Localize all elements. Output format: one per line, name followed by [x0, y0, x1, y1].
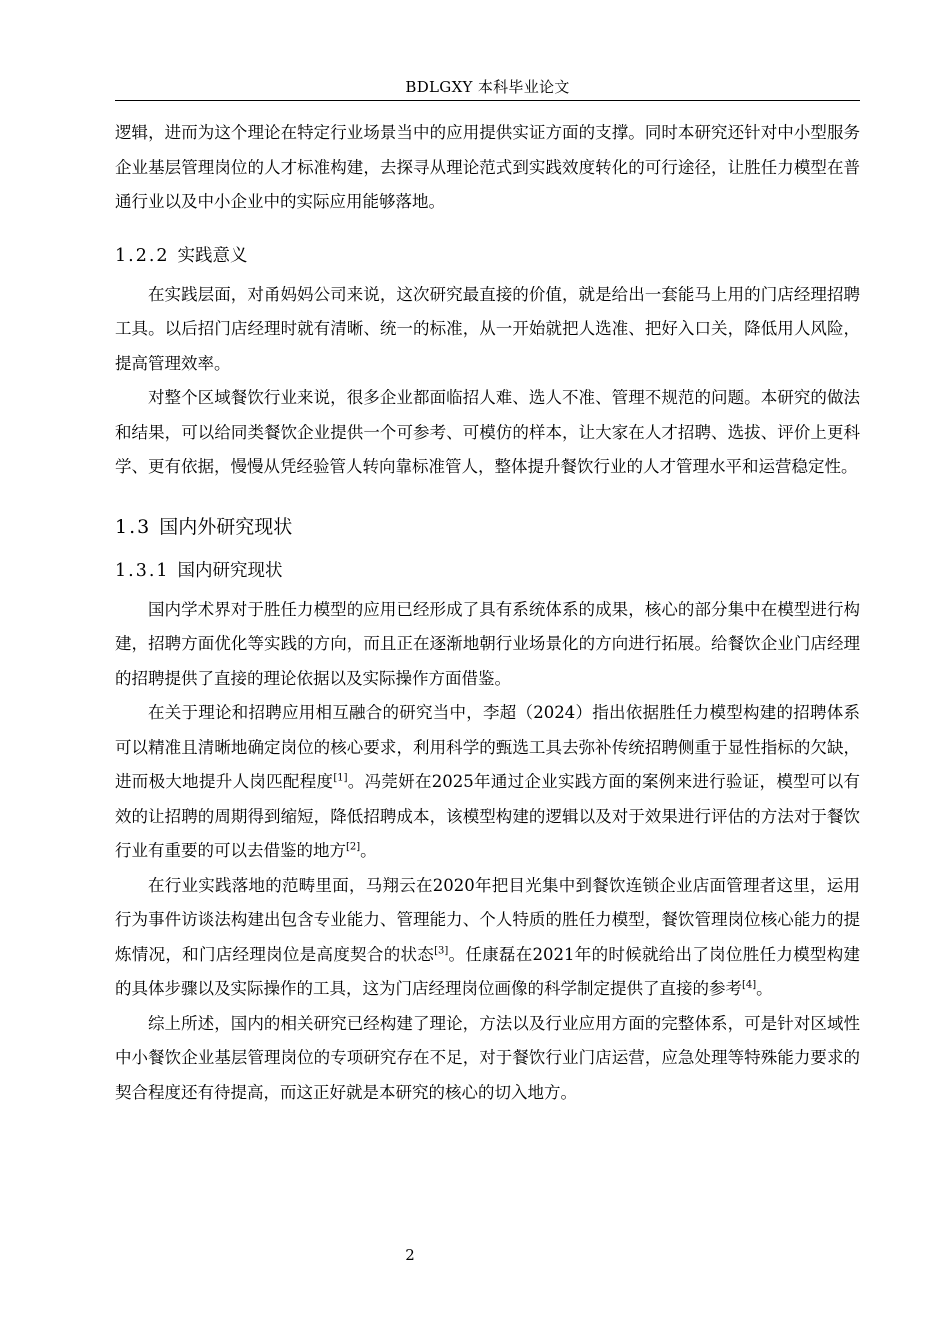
paragraph-continued: 逻辑，进而为这个理论在特定行业场景当中的应用提供实证方面的支撑。同时本研究还针对中小型服务企业基层管理岗位的人才标准构建，去探寻从理论范式到实践效度转化的可行途径，让胜任力模型在普通行业以及中小企业中的实际应用能够落地。	[115, 123, 860, 211]
paragraph-text: 。冯莞妍在2025年通过企业实践方面的案例来进行验证，模型可以有效的让招聘的周期得到缩短，降低招聘成本，该模型构建的逻辑以及对于效果进行评估的方法对于餐饮行业有重要的可以去借鉴的地方	[115, 772, 861, 860]
section-title: 实践意义	[177, 245, 248, 266]
paragraph-text: 在行业实践落地的范畴里面，马翔云在2020年把目光集中到餐饮连锁企业店面管理者这里，运用行为事件访谈法构建出包含专业能力、管理能力、个人特质的胜任力模型，餐饮管理岗位核心能力的提炼情况，和门店经理岗位是高度契合的状态	[115, 875, 860, 964]
citation-ref: [2]	[346, 841, 361, 853]
paragraph-text: 在关于理论和招聘应用相互融合的研究当中，李超（2024）指出依据胜任力模型构建的招聘体系可以精准且清晰地确定岗位的核心要求，利用科学的甄选工具去弥补传统招聘侧重于显性指标的欠缺，进而极大地提升人岗匹配程度	[115, 703, 860, 791]
citation-ref: [4]	[742, 979, 757, 991]
page-number: 2	[405, 1246, 415, 1264]
citation-ref: [3]	[434, 945, 449, 956]
paragraph: 国内学术界对于胜任力模型的应用已经形成了具有系统体系的成果，核心的部分集中在模型进行构建，招聘方面优化等实践的方向，而且正在逐渐地朝行业场景化的方向进行拓展。给餐饮企业门店经理的招聘提供了直接的理论依据以及实际操作方面借鉴。	[115, 599, 860, 688]
running-header: BDLGXY 本科毕业论文	[405, 78, 570, 96]
paragraph	[115, 696, 860, 869]
paragraph-text: 。任康磊在2021年的时候就给出了岗位胜任力模型构建的具体步骤以及实际操作的工具，这为门店经理岗位画像的科学制定提供了直接的参考	[115, 944, 860, 998]
paragraph-text: 。	[756, 979, 773, 998]
section-heading-1-2-2	[115, 240, 860, 272]
header-rule	[115, 100, 860, 101]
section-heading-1-3-1	[115, 555, 860, 587]
section-number: 1.3	[115, 515, 152, 538]
section-heading-1-3	[115, 509, 860, 545]
page-body	[115, 116, 860, 1110]
paragraph-text: 。	[360, 841, 377, 860]
paragraph: 综上所述，国内的相关研究已经构建了理论，方法以及行业应用方面的完整体系，可是针对区域性中小餐饮企业基层管理岗位的专项研究存在不足，对于餐饮行业门店运营，应急处理等特殊能力要求的契合程度还有待提高，而这正好就是本研究的核心的切入地方。	[115, 1013, 860, 1102]
citation-ref: [1]	[333, 772, 348, 784]
section-title: 国内外研究现状	[159, 515, 293, 538]
section-title: 国内研究现状	[177, 560, 283, 581]
paragraph: 对整个区域餐饮行业来说，很多企业都面临招人难、选人不准、管理不规范的问题。本研究的做法和结果，可以给同类餐饮企业提供一个可参考、可模仿的样本，让大家在人才招聘、选拔、评价上更科学、更有依据，慢慢从凭经验管人转向靠标准管人，整体提升餐饮行业的人才管理水平和运营稳定性。	[115, 388, 860, 476]
section-number: 1.2.2	[115, 245, 170, 266]
section-number: 1.3.1	[115, 560, 170, 581]
paragraph	[115, 869, 860, 1007]
paragraph: 在实践层面，对甬妈妈公司来说，这次研究最直接的价值，就是给出一套能马上用的门店经理招聘工具。以后招门店经理时就有清晰、统一的标准，从一开始就把人选准、把好入口关，降低用人风险，提高管理效率。	[115, 284, 860, 373]
